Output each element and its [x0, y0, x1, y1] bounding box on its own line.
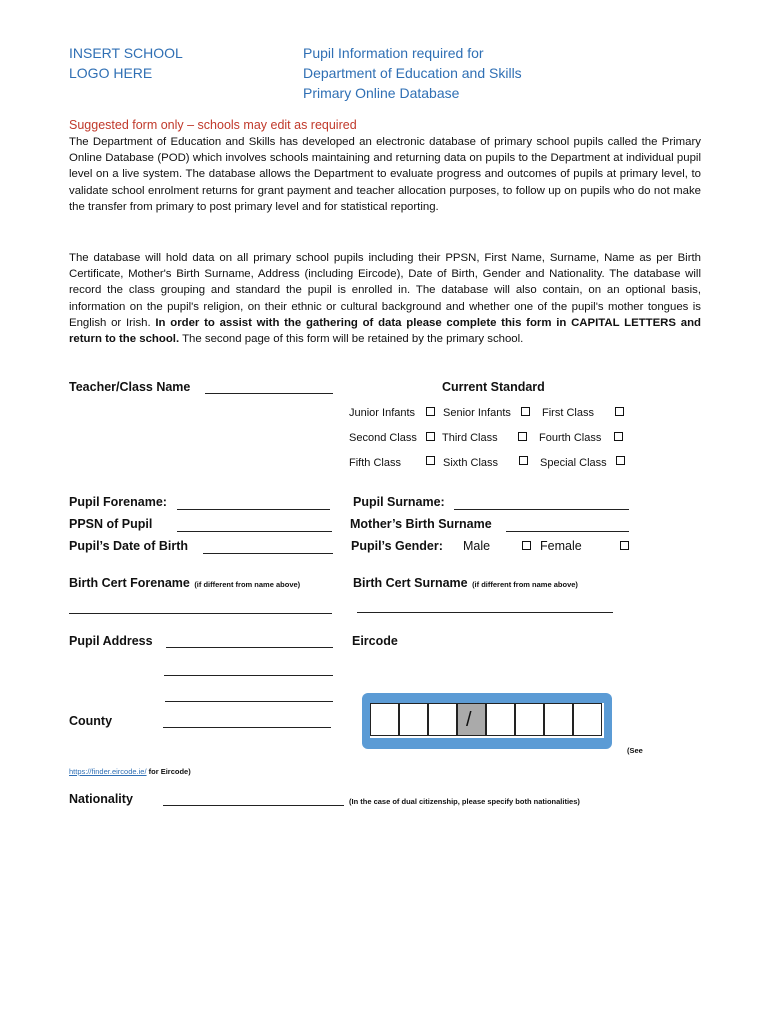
birth-cert-surname-note: (if different from name above) [472, 580, 578, 589]
date-of-birth-label: Pupil’s Date of Birth [69, 539, 188, 553]
class-option-second-class [349, 432, 417, 444]
gender-label: Pupil’s Gender: [351, 539, 443, 553]
eircode-cell-6[interactable] [544, 703, 573, 736]
logo-line-1: INSERT SCHOOL [69, 45, 183, 61]
logo-placeholder [69, 43, 183, 83]
female-checkbox[interactable] [620, 541, 629, 550]
eircode-cell-3[interactable] [428, 703, 457, 736]
eircode-finder-note [69, 767, 191, 776]
eircode-cell-5[interactable] [515, 703, 544, 736]
mother-surname-label: Mother’s Birth Surname [350, 517, 492, 531]
address-line-1-field[interactable] [166, 647, 333, 648]
birth-cert-forename [69, 574, 300, 592]
class-label: Senior Infants [443, 407, 511, 419]
junior-infants-checkbox[interactable] [426, 407, 435, 416]
county-label: County [69, 714, 113, 728]
birth-cert-surname-label: Birth Cert Surname [353, 576, 468, 590]
class-option-sixth-class [443, 457, 498, 469]
eircode-entry-box [362, 693, 612, 749]
class-label: First Class [542, 407, 594, 419]
first-class-checkbox[interactable] [615, 407, 624, 416]
class-option-first-class [542, 407, 594, 419]
pupil-forename-label: Pupil Forename: [69, 495, 167, 509]
birth-cert-forename-note: (if different from name above) [194, 580, 301, 589]
gender-female-label: Female [540, 539, 582, 553]
intro-instruction: In order to assist with the gathering of data please complete this form in CAPITAL LETTERS and return to the school. [69, 316, 701, 346]
pupil-surname-label: Pupil Surname: [353, 495, 445, 509]
class-option-third-class [442, 432, 498, 444]
senior-infants-checkbox[interactable] [521, 407, 530, 416]
fifth-class-checkbox[interactable] [426, 456, 435, 465]
class-option-special-class [540, 457, 607, 469]
title-line-3: Primary Online Database [303, 85, 460, 101]
class-label: Second Class [349, 432, 417, 444]
form-title [303, 43, 522, 103]
ppsn-field[interactable] [177, 531, 332, 532]
pupil-address-label: Pupil Address [69, 634, 153, 648]
eircode-cell-4[interactable] [486, 703, 515, 736]
intro-paragraph-2-end: The second page of this form will be retained by the primary school. [179, 333, 524, 346]
class-label: Fifth Class [349, 457, 401, 469]
teacher-class-field[interactable] [205, 393, 333, 394]
pupil-surname-field[interactable] [454, 509, 629, 510]
birth-cert-surname-field[interactable] [357, 612, 613, 613]
title-line-1: Pupil Information required for [303, 45, 484, 61]
class-label: Third Class [442, 432, 498, 444]
second-class-checkbox[interactable] [426, 432, 435, 441]
nationality-note: (In the case of dual citizenship, please specify both nationalities) [349, 797, 580, 806]
title-line-2: Department of Education and Skills [303, 65, 522, 81]
third-class-checkbox[interactable] [518, 432, 527, 441]
intro-paragraph-2-text: The database will hold data on all primary school pupils including their PPSN, First Name, Surname, Name as per Birth Certificate, Mother's Birth Surname, Address (including Eircode), Date of Birth, Gender and Nationality. The database will record the class grouping and standard the pupil is enrolled in. The database will also contain, on an optional basis, information on the pupil's religion, on their ethnic or cultural background and whether one of the pupil's mother tongues is English or Irish. [69, 252, 701, 329]
class-option-junior-infants [349, 407, 415, 419]
intro-paragraph-1: The Department of Education and Skills has developed an electronic database of primary school pupils called the Primary Online Database (POD) which involves schools maintaining and returning data on pupils to the Department at individual pupil level on a live system. The database allows the Department to evaluate progress and outcomes of pupils at primary level, to validate school enrolment returns for grant payment and teacher allocation purposes, to follow up on pupils who do not make the transfer from primary to post primary level and for statistical reporting. [69, 136, 701, 213]
fourth-class-checkbox[interactable] [614, 432, 623, 441]
mother-surname-field[interactable] [506, 531, 629, 532]
eircode-cells [370, 703, 604, 738]
eircode-cell-7[interactable] [573, 703, 602, 736]
nationality-field[interactable] [163, 805, 344, 806]
gender-male-label: Male [463, 539, 491, 553]
address-line-2-field[interactable] [164, 675, 333, 676]
class-label: Fourth Class [539, 432, 602, 444]
ppsn-label: PPSN of Pupil [69, 517, 153, 531]
intro-paragraph-2 [69, 250, 701, 347]
eircode-cell-1[interactable] [370, 703, 399, 736]
birth-cert-forename-field[interactable] [69, 613, 332, 614]
birth-cert-surname [353, 574, 578, 592]
eircode-label: Eircode [352, 634, 398, 648]
class-option-fourth-class [539, 432, 601, 444]
pupil-forename-field[interactable] [177, 509, 330, 510]
date-of-birth-field[interactable] [203, 553, 333, 554]
birth-cert-forename-label: Birth Cert Forename [69, 576, 190, 590]
eircode-see-text: (See [627, 746, 643, 755]
eircode-separator: / [466, 709, 472, 731]
sixth-class-checkbox[interactable] [519, 456, 528, 465]
eircode-finder-suffix: for Eircode) [146, 767, 191, 776]
class-label: Special Class [540, 457, 607, 469]
county-field[interactable] [163, 727, 331, 728]
logo-line-2: LOGO HERE [69, 65, 153, 81]
male-checkbox[interactable] [522, 541, 531, 550]
current-standard-label: Current Standard [442, 380, 545, 394]
eircode-separator-cell [457, 703, 486, 736]
class-option-senior-infants [443, 407, 511, 419]
class-label: Junior Infants [349, 407, 416, 419]
edit-notice: Suggested form only – schools may edit as required [69, 118, 357, 132]
eircode-cell-2[interactable] [399, 703, 428, 736]
nationality-label: Nationality [69, 792, 133, 806]
eircode-finder-link[interactable]: https://finder.eircode.ie/ [69, 767, 147, 776]
address-line-3-field[interactable] [165, 701, 333, 702]
special-class-checkbox[interactable] [616, 456, 625, 465]
teacher-class-label: Teacher/Class Name [69, 380, 191, 394]
class-label: Sixth Class [443, 457, 499, 469]
class-option-fifth-class [349, 457, 401, 469]
